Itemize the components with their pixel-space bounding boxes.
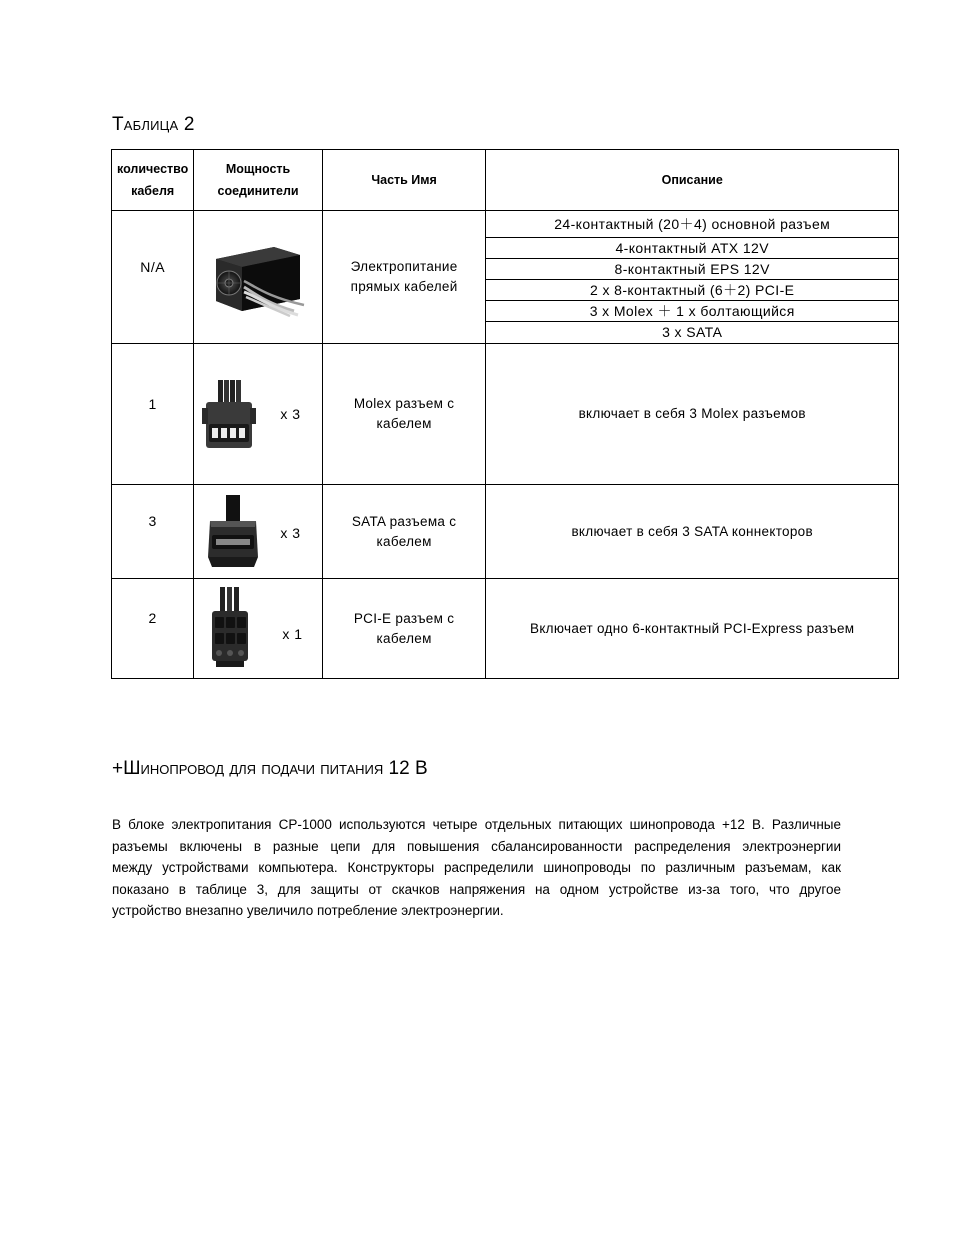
table-row (112, 344, 899, 485)
power-supply-unit-image (214, 237, 310, 317)
section-heading: +Шинопровод для подачи питания 12 В (112, 758, 428, 779)
quantity-multiplier: x 1 (282, 626, 303, 642)
cable-count: 2 (148, 610, 157, 626)
description-line: 3 x Molex ＋ 1 x болтающийся (486, 301, 898, 322)
paragraph-line: В блоке электропитания CP-1000 используются четыре отдельных питающих шинопровода +12 В. Различные (112, 817, 841, 832)
sata-connector-image (200, 495, 264, 575)
table-row (112, 579, 899, 679)
header-cable-count: количество кабеля (112, 150, 194, 211)
part-name: PCI-E разъем с кабелем (353, 610, 455, 646)
pcie-connector-image (208, 587, 252, 671)
connector-table (111, 149, 899, 679)
cable-count: 1 (148, 395, 157, 412)
description: Включает одно 6-контактный PCI-Express разъем (530, 620, 855, 636)
header-part-name: Часть Имя (322, 150, 486, 211)
quantity-multiplier: x 3 (280, 525, 301, 541)
part-name: SATA разъема с кабелем (351, 513, 457, 549)
paragraph-line: между устройствами компьютера. Конструкторы распределили шинопроводы по различным разъемам, как (112, 860, 841, 876)
cable-count: 3 (148, 513, 157, 529)
table-row (112, 211, 899, 344)
paragraph-line: разъемы включены в разные цепи для повышения сбалансированности распределения электроэнергии (112, 838, 841, 854)
psu-description-list (486, 211, 898, 343)
description-line: 2 x 8-контактный (6＋2) PCI-E (486, 280, 898, 301)
connector-image-cell (194, 211, 322, 344)
table-caption: Таблица 2 (112, 114, 195, 135)
description-line: 8-контактный EPS 12V (486, 259, 898, 280)
paragraph-line: устройство внезапно увеличило потребление электроэнергии. (112, 903, 504, 919)
table-header-row (112, 150, 899, 211)
description-line: 4-контактный ATX 12V (486, 238, 898, 259)
table-row (112, 485, 899, 579)
header-description: Описание (486, 150, 899, 211)
description: включает в себя 3 Molex разъемов (578, 406, 806, 421)
part-name: Molex разъем с кабелем (353, 396, 455, 431)
header-power-connectors: Мощность соединители (194, 150, 322, 211)
cable-count: N/A (140, 258, 166, 275)
description-line: 3 x SATA (662, 324, 723, 341)
part-name: Электропитание прямых кабелей (350, 259, 458, 294)
description-line: 24-контактный (20＋4) основной разъем (486, 211, 898, 238)
body-paragraph (112, 814, 841, 922)
connector-image-cell (194, 579, 322, 679)
molex-connector-image (200, 380, 260, 452)
connector-image-cell (194, 344, 322, 485)
paragraph-line: показано в таблице 3, для защиты от скачков напряжения на одном устройстве из-за того, что другое (112, 881, 841, 897)
connector-image-cell (194, 485, 322, 579)
description: включает в себя 3 SATA коннекторов (571, 523, 813, 539)
quantity-multiplier: x 3 (280, 406, 301, 422)
